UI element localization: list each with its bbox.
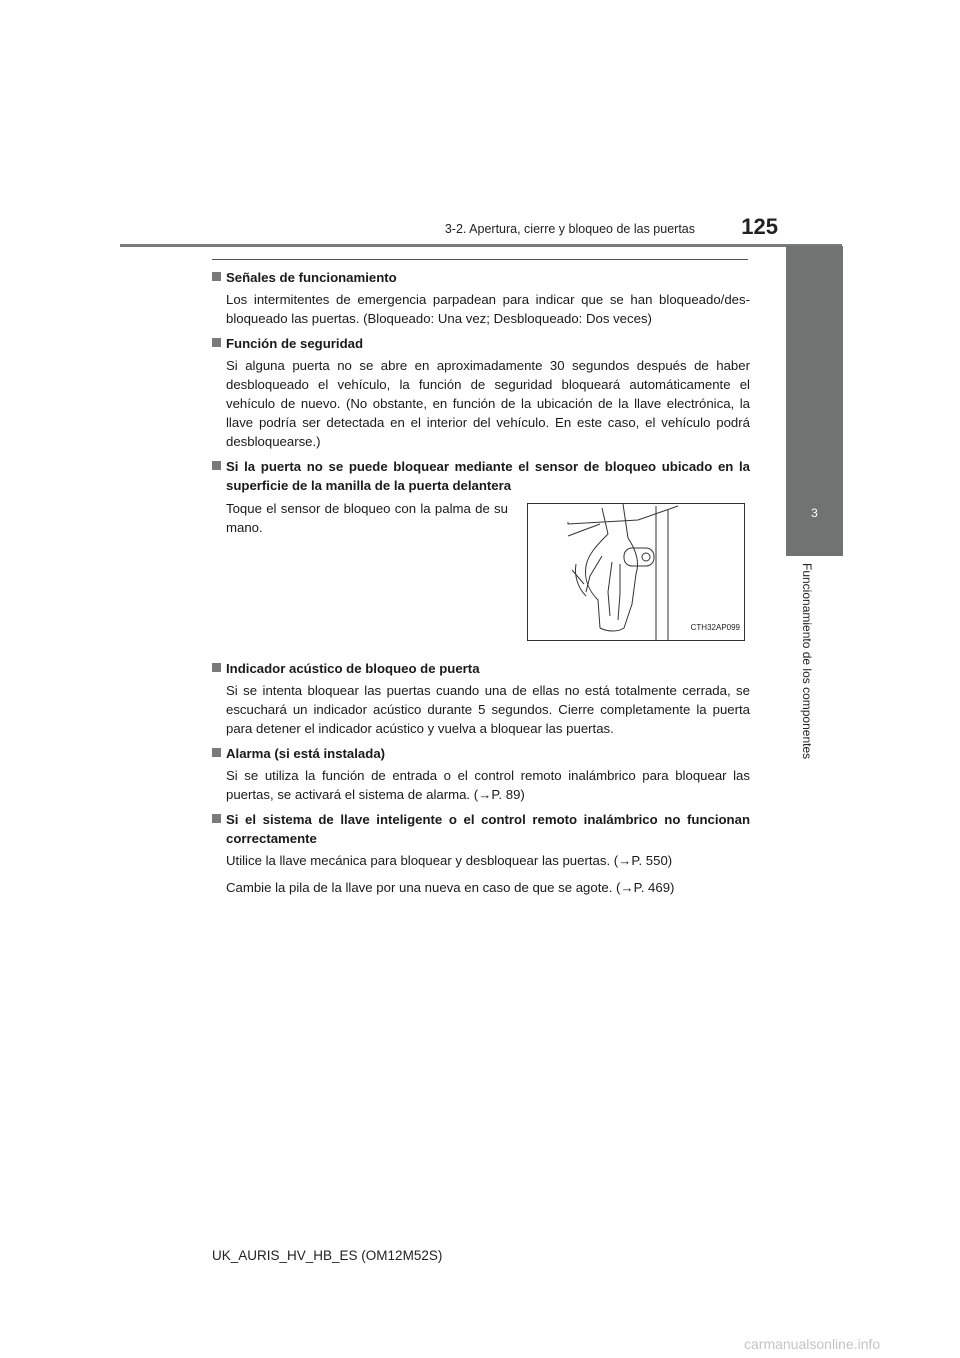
item-lock-sensor: [212, 457, 750, 651]
page-number: 125: [741, 214, 778, 239]
door-handle-illustration: [527, 503, 745, 641]
chapter-number: 3: [811, 506, 818, 520]
square-bullet-icon: [212, 748, 221, 757]
item-title: Si el sistema de llave inteligente o el control remoto inalámbrico no funcionan correctamente: [226, 812, 750, 846]
chapter-tab: [786, 498, 843, 556]
item-title: Alarma (si está instalada): [226, 746, 386, 761]
figure-code: CTH32AP099: [690, 623, 740, 632]
item-title: Si la puerta no se puede bloquear mediante el sensor de bloqueo ubicado en la superficie de la manilla de la puerta delantera: [226, 459, 750, 493]
item-title: Función de seguridad: [226, 336, 364, 351]
section-title: 3-2. Apertura, cierre y bloqueo de las puertas: [444, 222, 695, 236]
figure-row: [212, 499, 750, 651]
item-smart-key-malfunction: [212, 810, 750, 897]
document-code: UK_AURIS_HV_HB_ES (OM12M52S): [212, 1248, 443, 1263]
square-bullet-icon: [212, 272, 221, 281]
item-paragraph: Si se intenta bloquear las puertas cuando una de ellas no está totalmente cerrada, se escuchará un indicador acústico durante 5 segundos. Cierre completamente la puerta para detener el indicador acústico y vuelva a bloquear las puertas.: [226, 683, 750, 736]
square-bullet-icon: [212, 814, 221, 823]
item-title: Señales de funcionamiento: [226, 270, 397, 285]
content-divider: [212, 259, 748, 260]
header-divider: [120, 244, 842, 247]
item-title: Indicador acústico de bloqueo de puerta: [226, 661, 480, 676]
item-security-function: [212, 334, 750, 451]
item-alarm: [212, 744, 750, 804]
square-bullet-icon: [212, 663, 221, 672]
item-operation-signals: [212, 268, 750, 328]
chapter-title: Funcionamiento de los componentes: [800, 563, 814, 760]
item-door-lock-buzzer: [212, 659, 750, 738]
square-bullet-icon: [212, 461, 221, 470]
item-paragraph: Cambie la pila de la llave por una nueva en caso de que se agote. (→P. 469): [226, 880, 675, 895]
item-paragraph: Utilice la llave mecánica para bloquear y desbloquear las puertas. (→P. 550): [226, 853, 673, 868]
side-tab-bar: [786, 246, 843, 498]
item-paragraph: Los intermitentes de emergencia parpadean para indicar que se han bloqueado/desbloqueado las puertas. (Bloqueado: Una vez; Desbloqueado: Dos veces): [226, 292, 750, 326]
item-paragraph: Si se utiliza la función de entrada o el control remoto inalámbrico para bloquear las puertas, se activará el sistema de alarma. (→P. 89): [226, 768, 750, 802]
figure-caption: Toque el sensor de bloqueo con la palma de su mano.: [226, 501, 508, 535]
item-paragraph: Si alguna puerta no se abre en aproximadamente 30 segundos después de haber desbloqueado el vehículo, la función de seguridad bloqueará automáticamente el vehículo de nuevo. (No obstante, en función de la ubicación de la llave electrónica, la llave podría ser detectada en el interior del vehículo. En este caso, el vehículo podrá desbloquearse.): [226, 358, 750, 449]
page-content: [212, 268, 750, 903]
square-bullet-icon: [212, 338, 221, 347]
watermark: carmanualsonline.info: [744, 1336, 881, 1352]
